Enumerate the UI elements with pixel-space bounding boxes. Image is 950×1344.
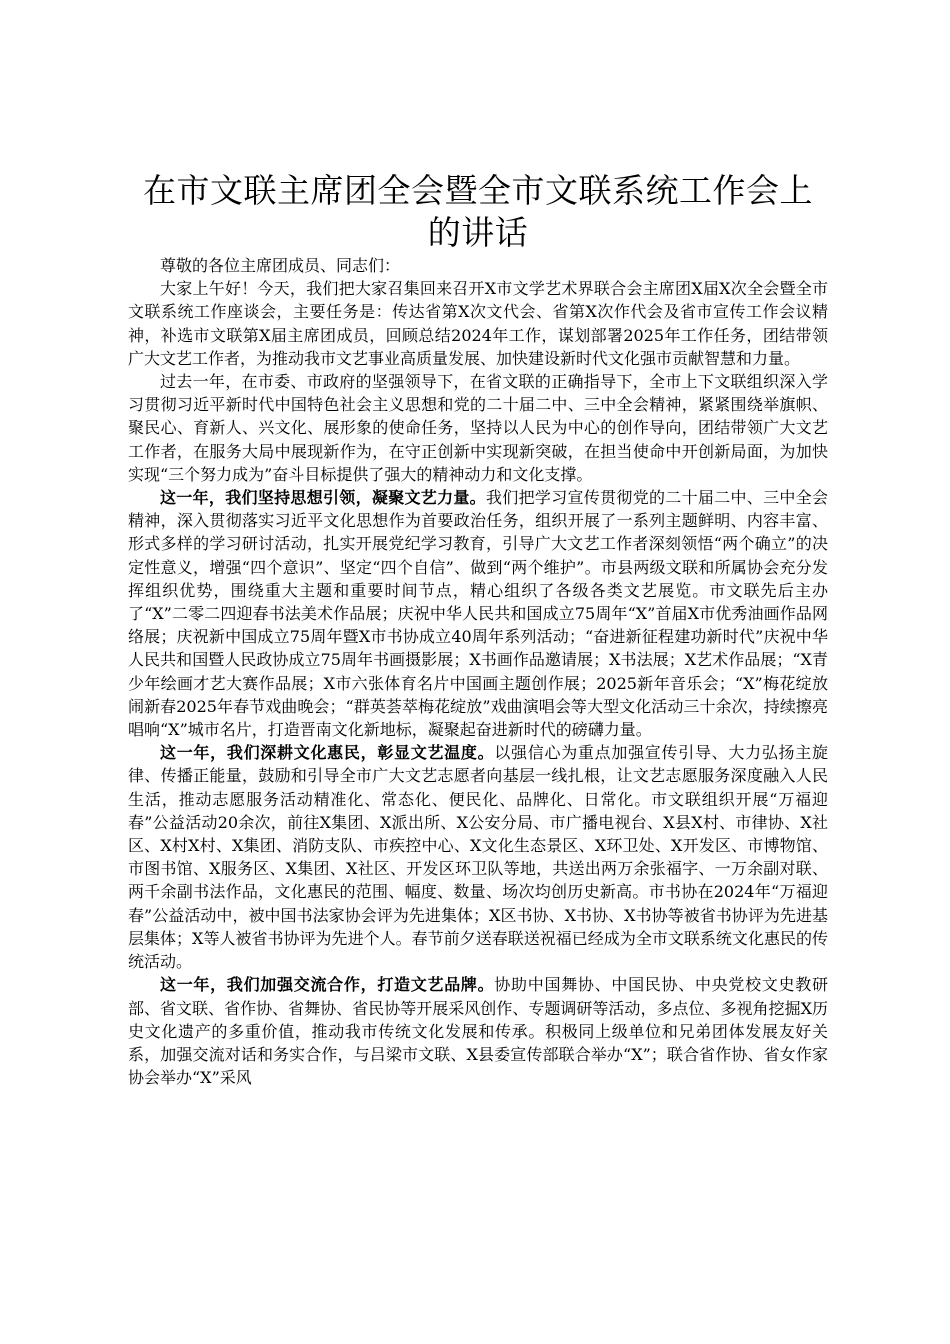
salutation: 尊敬的各位主席团成员、同志们： (160, 256, 401, 275)
paragraph-lead: 这一年，我们加强交流合作，打造文艺品牌。 (160, 975, 495, 995)
document-title: 在市文联主席团全会暨全市文联系统工作会上的讲话 (143, 171, 813, 252)
paragraph-review (128, 370, 828, 486)
paragraph-lead: 这一年，我们坚持思想引领，凝聚文艺力量。 (160, 488, 486, 508)
paragraph-greeting (128, 277, 828, 370)
paragraph-text: 协助中国舞协、中国民协、中央党校文史教研部、省文联、省作协、省舞协、省民协等开展采风创作、专题调研等活动，多点位、多视角挖掘X历史文化遗产的多重价值，推动我市传统文化发展和传承。积极同上级单位和兄弟团体发展友好关系，加强交流对话和务实合作，与吕梁市文联、X县委宣传部联合举办“X”；联合省作协、省女作家协会举办“X”采风 (128, 975, 828, 1088)
paragraph-exchange-cooperation (128, 973, 828, 1089)
paragraph-lead: 这一年，我们深耕文化惠民，彰显文艺温度。 (160, 743, 495, 763)
paragraph-text: 过去一年，在市委、市政府的坚强领导下，在省文联的正确指导下，全市上下文联组织深入学习贯彻习近平新时代中国特色社会主义思想和党的二十届二中、三中全会精神，紧紧围绕举旗帜、聚民心、育新人、兴文化、展形象的使命任务，坚持以人民为中心的创作导向，团结带领广大文艺工作者，在服务大局中展现新作为，在守正创新中实现新突破，在担当使命中开创新局面，为加快实现“三个努力成为”奋斗目标提供了强大的精神动力和文化支撑。 (128, 372, 828, 484)
paragraph-ideological-guidance (128, 486, 828, 741)
document-page (128, 170, 828, 1089)
paragraph-text: 大家上午好！今天，我们把大家召集回来召开X市文学艺术界联合会主席团X届X次全会暨全市文联系统工作座谈会，主要任务是：传达省第X次文代会、省第X次作代会及省市宣传工作会议精神，补选市文联第X届主席团成员，回顾总结2024年工作，谋划部署2025年工作任务，团结带领广大文艺工作者，为推动我市文艺事业高质量发展、加快建设新时代文化强市贡献智慧和力量。 (128, 279, 828, 368)
paragraph-text: 我们把学习宣传贯彻党的二十届二中、三中全会精神，深入贯彻落实习近平文化思想作为首要政治任务，组织开展了一系列主题鲜明、内容丰富、形式多样的学习研讨活动，扎实开展党纪学习教育，引导广大文艺工作者深刻领悟“两个确立”的决定性意义，增强“四个意识”、坚定“四个自信”、做到“两个维护”。市县两级文联和所属协会充分发挥组织优势，围绕重大主题和重要时间节点，精心组织了各级各类文艺展览。市文联先后主办了“X”二零二四迎春书法美术作品展；庆祝中华人民共和国成立75周年“X”首届X市优秀油画作品网络展；庆祝新中国成立75周年暨X市书协成立40周年系列活动；“奋进新征程建功新时代”庆祝中华人民共和国暨人民政协成立75周年书画摄影展；X书画作品邀请展；X书法展；X艺术作品展；“X青少年绘画才艺大赛作品展；X市六张体育名片中国画主题创作展；2025新年音乐会；“X”梅花绽放闹新春2025年春节戏曲晚会；“群英荟萃梅花绽放”戏曲演唱会等大型文化活动三十余次，持续擦亮唱响“X”城市名片，打造晋南文化新地标，凝聚起奋进新时代的磅礴力量。 (128, 488, 828, 740)
paragraph-cultural-benefit (128, 741, 828, 973)
paragraph-text: 以强信心为重点加强宣传引导、大力弘扬主旋律、传播正能量，鼓励和引导全市广大文艺志愿者向基层一线扎根，让文艺志愿服务深度融入人民生活，推动志愿服务活动精准化、常态化、便民化、品牌化、日常化。市文联组织开展“万福迎春”公益活动20余次，前往X集团、X派出所、X公安分局、市广播电视台、X县X村、市律协、X社区、X村X村、X集团、消防支队、市疾控中心、X文化生态景区、X环卫处、X开发区、市博物馆、市图书馆、X服务区、X集团、X社区、开发区环卫队等地，共送出两万余张福字、一万余副对联、两千余副书法作品，文化惠民的范围、幅度、数量、场次均创历史新高。市书协在2024年“万福迎春”公益活动中，被中国书法家协会评为先进集体；X区书协、X书协、X书协等被省书协评为先进基层集体；X等人被省书协评为先进个人。春节前夕送春联送祝福已经成为全市文联系统文化惠民的传统活动。 (128, 743, 828, 972)
